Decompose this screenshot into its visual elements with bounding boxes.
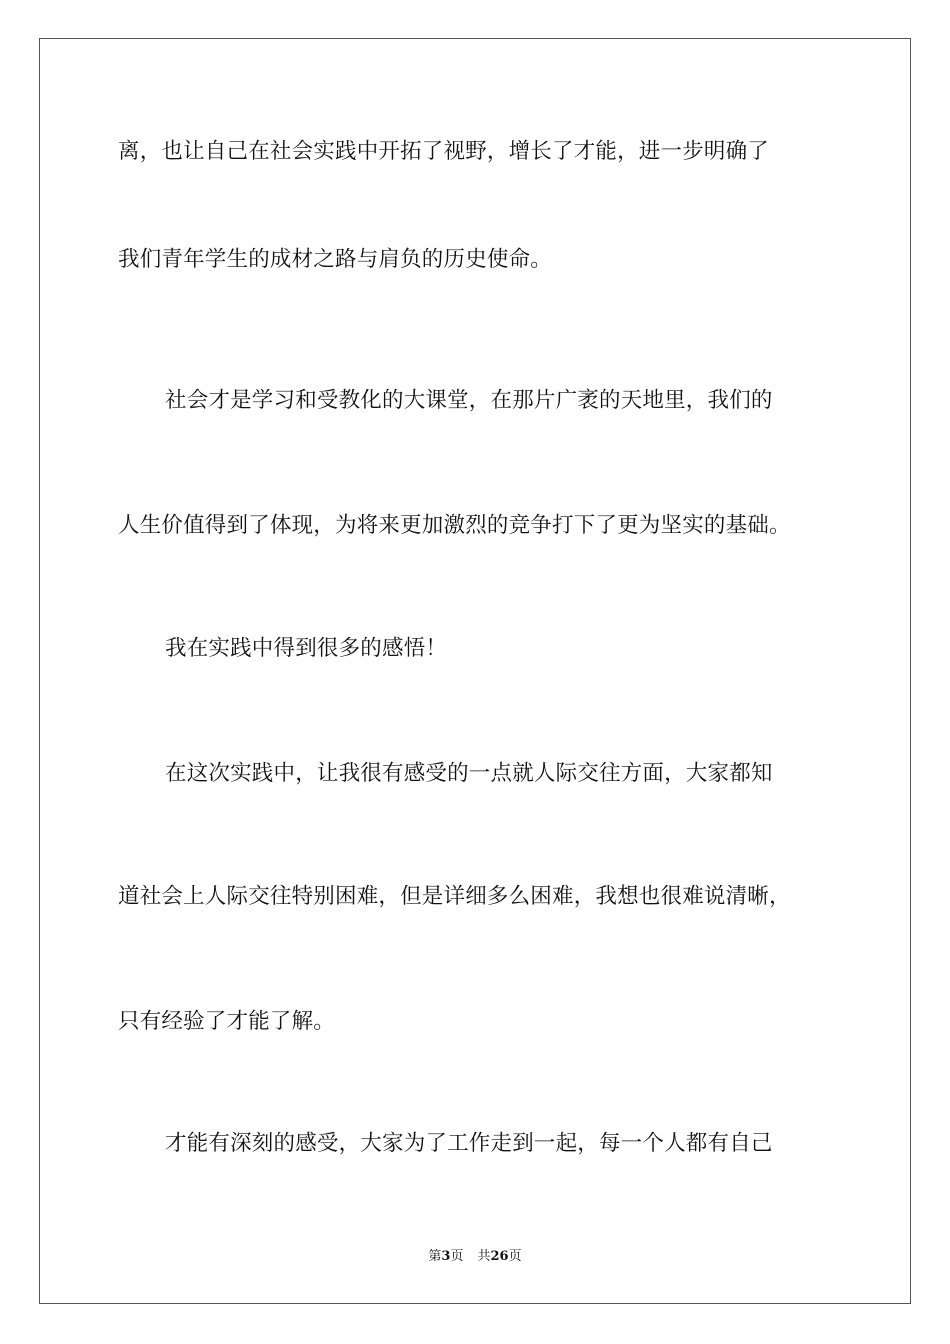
text-line: 道社会上人际交往特别困难，但是详细多么困难，我想也很难说清晰， bbox=[118, 884, 791, 909]
total-pages: 26 bbox=[490, 1249, 509, 1264]
total-prefix: 共 bbox=[477, 1249, 491, 1264]
text-line: 只有经验了才能了解。 bbox=[118, 1009, 336, 1034]
page-frame bbox=[39, 38, 911, 1304]
text-line: 在这次实践中，让我很有感受的一点就人际交往方面，大家都知 bbox=[165, 761, 773, 786]
page-unit: 页 bbox=[450, 1249, 464, 1264]
text-line: 我在实践中得到很多的感悟！ bbox=[165, 636, 448, 661]
text-line: 人生价值得到了体现，为将来更加激烈的竞争打下了更为坚实的基础。 bbox=[118, 513, 791, 538]
text-line: 我们青年学生的成材之路与肩负的历史使命。 bbox=[118, 247, 553, 272]
page-prefix: 第 bbox=[428, 1249, 442, 1264]
text-line: 才能有深刻的感受，大家为了工作走到一起，每一个人都有自己 bbox=[165, 1131, 773, 1156]
text-line: 离，也让自己在社会实践中开拓了视野，增长了才能，进一步明确了 bbox=[118, 139, 770, 164]
page-number: 3 bbox=[441, 1249, 451, 1264]
page-footer bbox=[0, 1248, 950, 1266]
total-unit: 页 bbox=[508, 1249, 522, 1264]
text-line: 社会才是学习和受教化的大课堂，在那片广袤的天地里，我们的 bbox=[165, 388, 773, 413]
